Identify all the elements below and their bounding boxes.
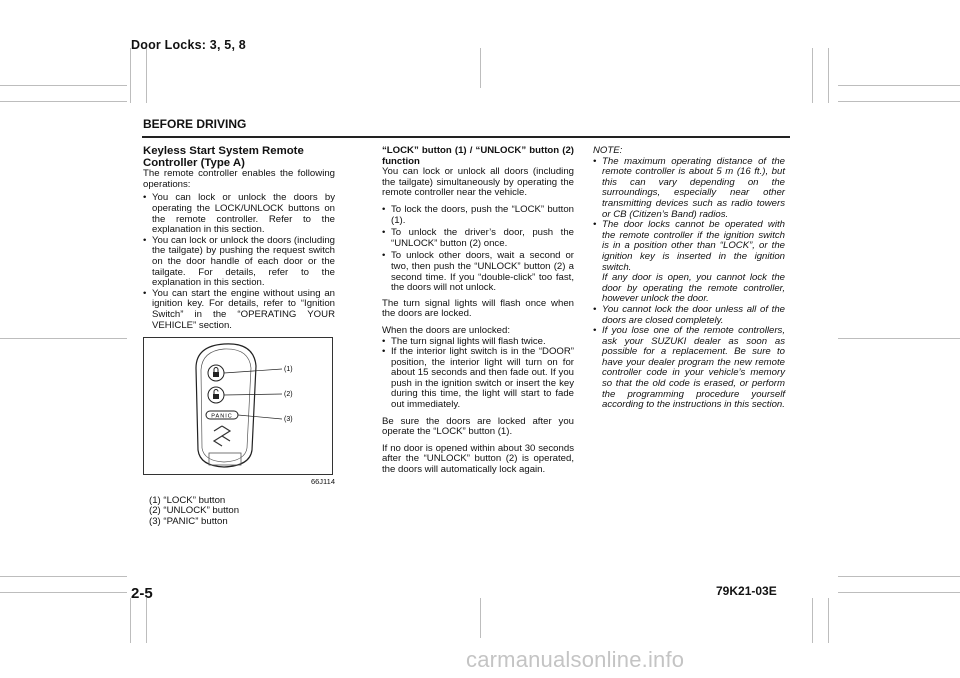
crop-mark <box>828 598 829 643</box>
column-3 <box>593 146 785 414</box>
lock-intro: You can lock or unlock all doors (including the tailgate) simultaneously by operating the remote controller near the vehicle. <box>382 166 574 199</box>
list-item: • You cannot lock the door unless all of the doors are closed completely. <box>593 305 785 326</box>
callout-1: (1) <box>284 366 293 374</box>
list-item: • The maximum operating distance of the remote controller is about 5 m (16 ft.), but this can vary depending on the surroundings, especially near other transmitting devices such as radio towers or CB (Citizen’s Band) radios. <box>593 157 785 221</box>
list-item: • To unlock other doors, wait a second or two, then push the “UNLOCK” button (2) a second time. If you “double-click” too fast, the doors will not unlock. <box>382 251 574 293</box>
caption-lock: (1) “LOCK” button <box>149 494 226 506</box>
list-item: • The turn signal lights will flash twice. <box>382 337 574 348</box>
crop-mark <box>480 48 481 88</box>
lock-steps-list <box>382 205 574 294</box>
unlock-glyph <box>213 394 219 399</box>
crop-mark <box>838 576 960 577</box>
crop-mark <box>828 48 829 103</box>
remote-controller-illustration <box>144 338 332 474</box>
figure-code: 66J114 <box>310 477 335 487</box>
crop-mark <box>0 576 127 577</box>
crop-mark <box>838 85 960 86</box>
crop-mark <box>838 101 960 102</box>
lock-unlock-heading: “LOCK” button (1) / “UNLOCK” button (2) function <box>382 145 574 167</box>
list-item: • You can start the engine without using an ignition key. For details, refer to “Ignition Switch” in the “OPERATING YOUR VEHICLE” section. <box>143 289 335 331</box>
list-item <box>593 220 785 305</box>
crop-mark <box>838 592 960 593</box>
crop-mark <box>130 598 131 643</box>
section-title: BEFORE DRIVING <box>143 117 247 131</box>
crop-mark <box>0 101 127 102</box>
crop-mark <box>146 598 147 643</box>
list-item: • You can lock or unlock the doors by operating the LOCK/UNLOCK buttons on the remote controller. Refer to the explanation in this section. <box>143 193 335 235</box>
keyless-heading: Keyless Start System Remote Controller (Type A) <box>143 145 304 169</box>
auto-lock-text: If no door is opened within about 30 seconds after the “UNLOCK” button (2) is operated, the doors will automatically lock again. <box>382 442 574 476</box>
notes-list <box>593 157 785 411</box>
crop-mark <box>812 48 813 103</box>
note-text: The door locks cannot be operated with the remote controller if the ignition switch is in a position other than “LOCK”, or the ignition key is inserted in the ignition switch. <box>602 219 785 273</box>
header-rule <box>142 136 790 138</box>
note-text: If any door is open, you cannot lock the door by operating the remote controller, however unlock the door. <box>602 272 785 305</box>
unlocked-text: When the doors are unlocked: <box>382 324 510 336</box>
crop-mark <box>812 598 813 643</box>
flash-text: The turn signal lights will flash once when the doors are locked. <box>382 297 574 320</box>
document-code: 79K21-03E <box>716 584 777 598</box>
panic-label: PANIC <box>211 413 233 420</box>
crop-mark <box>0 85 127 86</box>
list-item: • You can lock or unlock the doors (including the tailgate) by pushing the request switch on the door handle of each door or the tailgate. For details, refer to the explanation in this section. <box>143 236 335 289</box>
crop-mark <box>480 598 481 638</box>
unlocked-list <box>382 337 574 411</box>
chapter-tag: Door Locks: 3, 5, 8 <box>131 38 246 52</box>
caption-unlock: (2) “UNLOCK” button <box>149 505 240 517</box>
caption-panic: (3) “PANIC” button <box>149 516 228 528</box>
remote-controller-figure <box>143 337 333 475</box>
callout-3: (3) <box>284 416 293 424</box>
figure-captions <box>143 496 335 528</box>
note-label: NOTE: <box>593 145 623 156</box>
crop-mark <box>838 338 960 339</box>
page-number: 2-5 <box>131 585 153 602</box>
column-1 <box>143 146 335 528</box>
list-item: • If the interior light switch is in the “DOOR” position, the interior light will turn on for about 15 seconds and then fade out. If you push in the ignition switch or insert the key during this time, the light will start to fade out immediately. <box>382 347 574 411</box>
list-item: • To lock the doors, push the “LOCK” button (1). <box>382 205 574 226</box>
crop-mark <box>146 48 147 103</box>
operations-list <box>143 193 335 331</box>
callout-2: (2) <box>284 391 293 399</box>
list-item: • If you lose one of the remote controllers, ask your SUZUKI dealer as soon as possible for a replacement. Be sure to have your dealer program the new remote controller code in your vehicle’s memory so that the old code is erased, or perform the programming procedure yourself according to the instructions in this section. <box>593 326 785 411</box>
list-item: • To unlock the driver’s door, push the “UNLOCK” button (2) once. <box>382 228 574 249</box>
crop-mark <box>0 592 127 593</box>
crop-mark <box>130 48 131 103</box>
intro-text: The remote controller enables the following operations: <box>143 168 335 190</box>
column-2 <box>382 146 574 479</box>
be-sure-text: Be sure the doors are locked after you operate the “LOCK” button (1). <box>382 415 574 438</box>
crop-mark <box>0 338 127 339</box>
watermark: carmanualsonline.info <box>466 647 685 672</box>
lock-glyph <box>213 372 219 377</box>
